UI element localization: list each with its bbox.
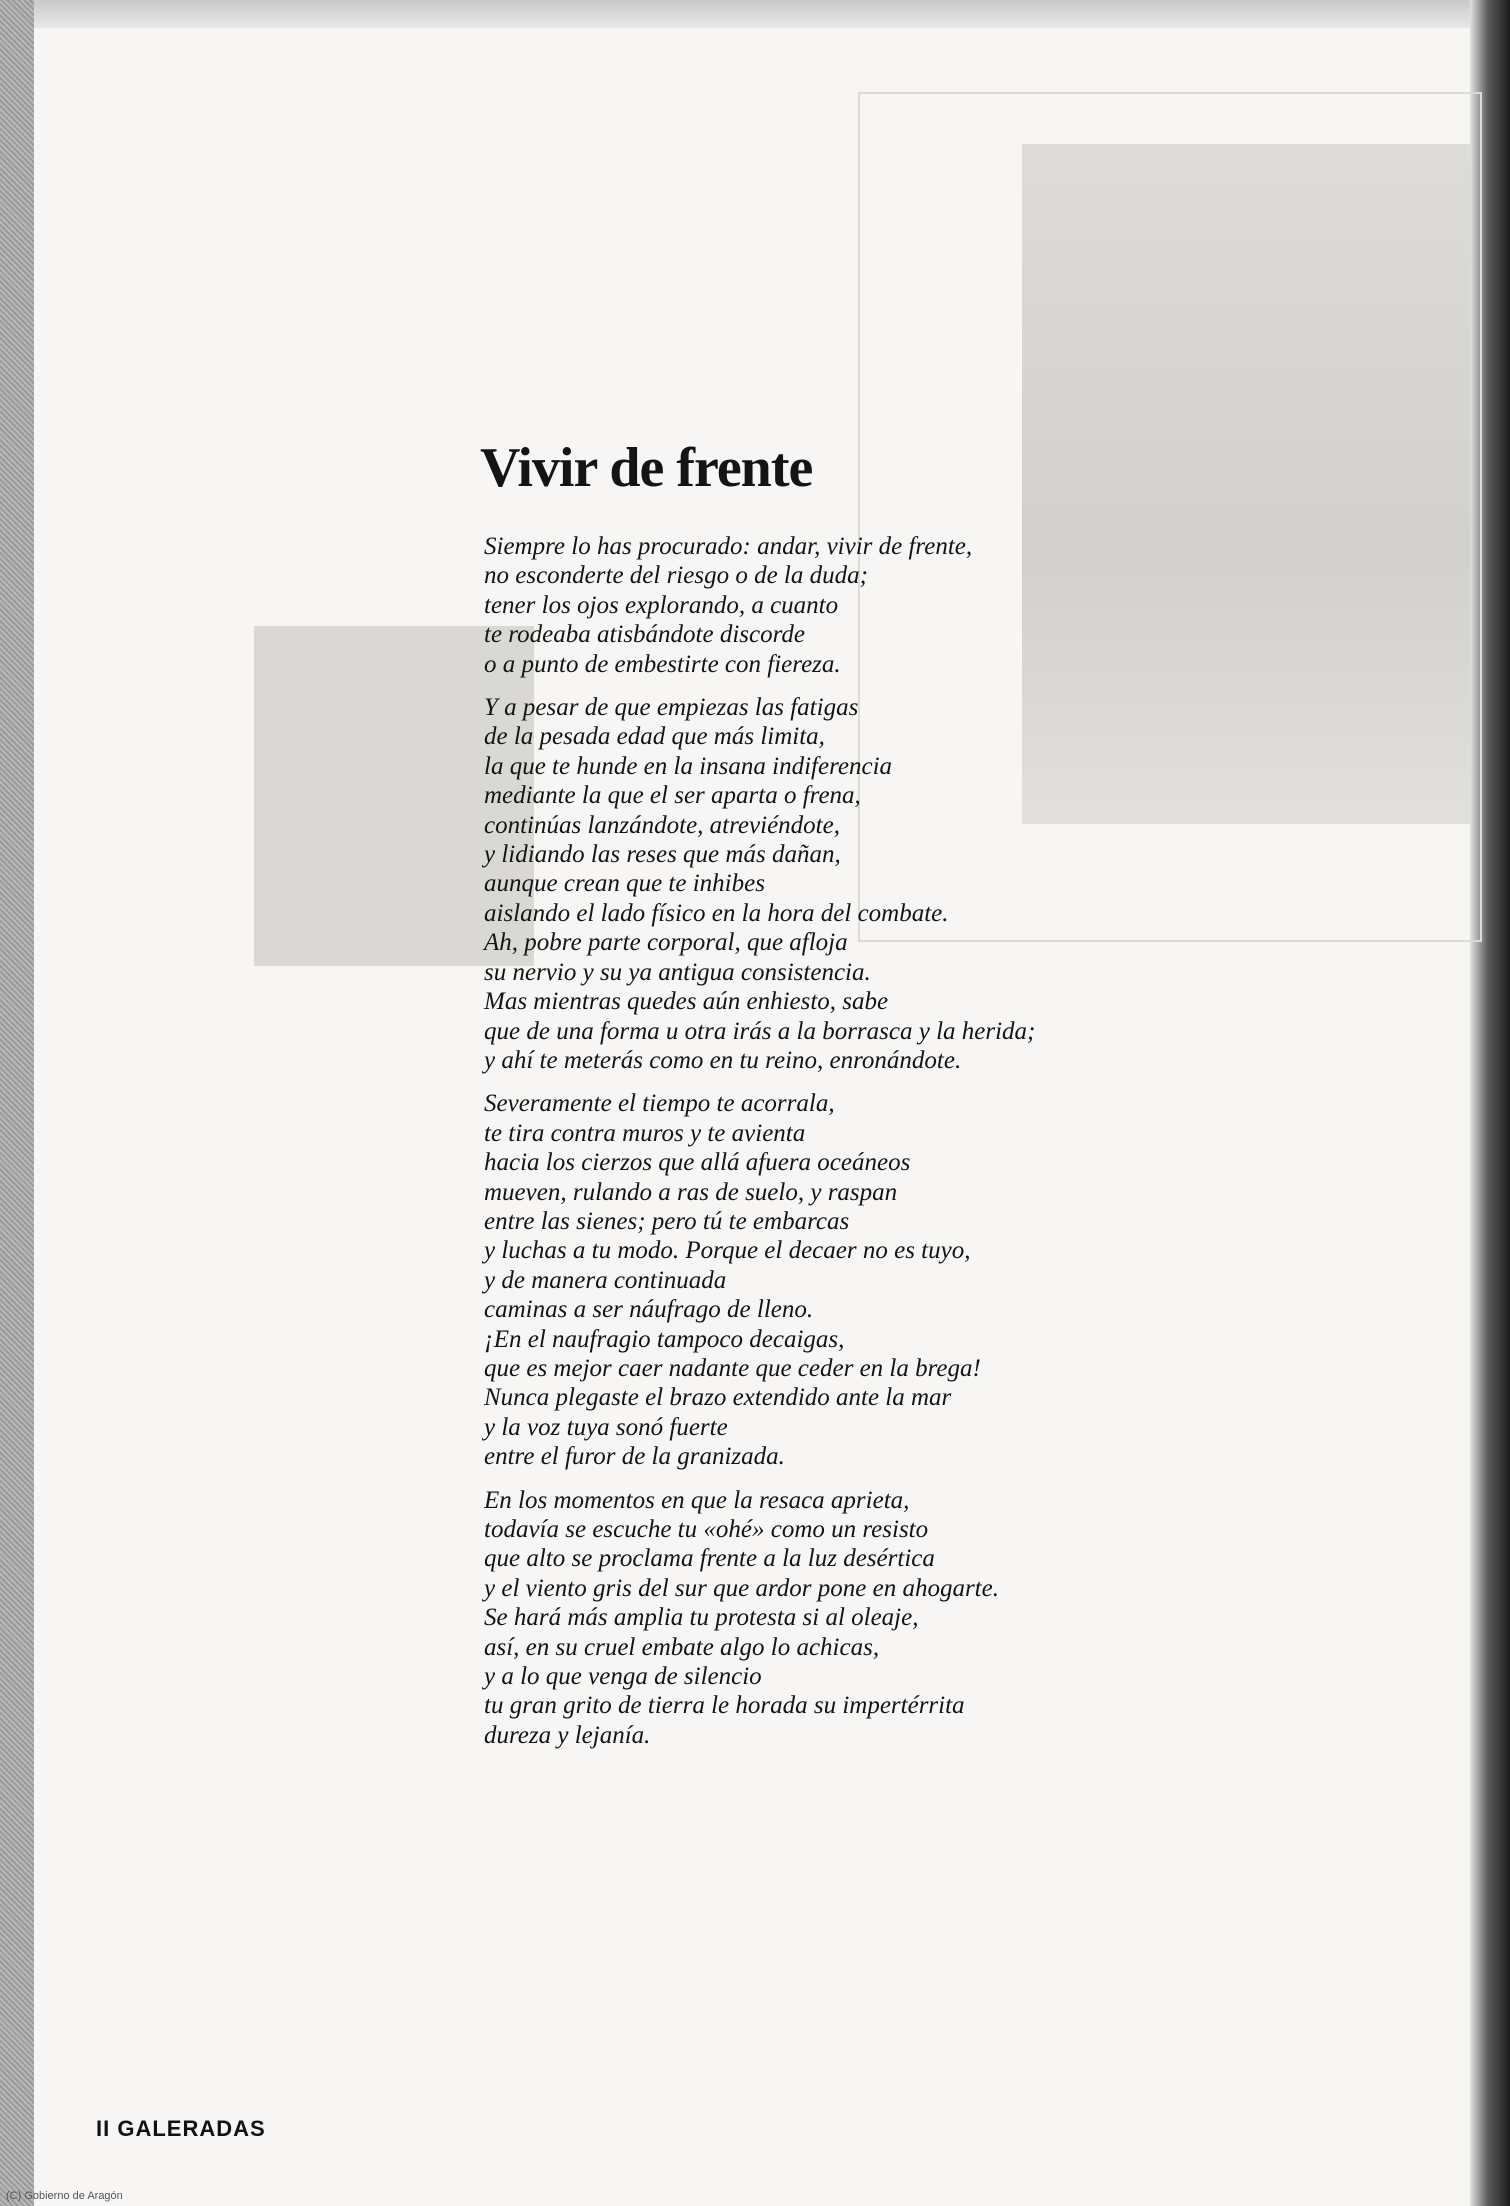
image-credit: (C) Gobierno de Aragón [6,2190,123,2202]
poem-line: que es mejor caer nadante que ceder en la brega! [484,1354,981,1382]
stanza-4 [484,1486,1124,1751]
poem-line: y de manera continuada [484,1266,727,1294]
poem-line: Nunca plegaste el brazo extendido ante la mar [484,1384,952,1412]
poem-line: tu gran grito de tierra le horada su impertérrita [484,1692,965,1720]
poem-line: Se hará más amplia tu protesta si al oleaje, [484,1604,919,1632]
poem-line: y la voz tuya sonó fuerte [484,1413,728,1441]
poem-line: su nervio y su ya antigua consistencia. [484,958,871,986]
poem-line: y a lo que venga de silencio [484,1663,762,1691]
poem-line: todavía se escuche tu «ohé» como un resisto [484,1516,929,1543]
poem-line: Mas mientras quedes aún enhiesto, sabe [484,988,889,1016]
poem-line: entre el furor de la granizada. [484,1443,785,1471]
poem-line: Ah, pobre parte corporal, que afloja [484,929,848,957]
poem-title: Vivir de frente [480,437,813,499]
poem-line: y ahí te meterás como en tu reino, enronándote. [484,1046,962,1074]
poem-line: Siempre lo has procurado: andar, vivir de frente, [484,533,973,560]
poem-line: así, en su cruel embate algo lo achicas, [484,1633,880,1661]
poem-line: la que te hunde en la insana indiferencia [484,752,893,780]
poem-line: aislando el lado físico en la hora del combate. [484,899,949,927]
poem-line: y el viento gris del sur que ardor pone en ahogarte. [484,1574,999,1602]
poem-line: mediante la que el ser aparta o frena, [484,782,861,810]
scan-left-border [0,0,34,2206]
poem-line: que de una forma u otra irás a la borrasca y la herida; [484,1017,1036,1045]
poem-line: de la pesada edad que más limita, [484,723,825,751]
poem-line: no esconderte del riesgo o de la duda; [484,562,868,590]
poem-line: tener los ojos explorando, a cuanto [484,591,839,619]
poem-body [484,532,1124,1764]
stanza-1 [484,532,1124,679]
poem-line: aunque crean que te inhibes [484,870,765,898]
scan-top-edge [0,0,1510,28]
poem-line: y luchas a tu modo. Porque el decaer no es tuyo, [484,1237,971,1265]
poem-line: Y a pesar de que empiezas las fatigas [484,694,859,722]
poem-line: caminas a ser náufrago de lleno. [484,1296,814,1324]
stanza-3 [484,1089,1124,1471]
poem-line: y lidiando las reses que más dañan, [484,841,841,869]
stanza-2 [484,693,1124,1075]
magazine-page [34,28,1470,2206]
poem-line: te rodeaba atisbándote discorde [484,621,806,649]
poem-line: mueven, rulando a ras de suelo, y raspan [484,1178,898,1206]
poem-line: te tira contra muros y te avienta [484,1119,806,1147]
poem-line: En los momentos en que la resaca aprieta, [484,1486,910,1514]
poem-line: entre las sienes; pero tú te embarcas [484,1207,850,1235]
poem-line: hacia los cierzos que allá afuera oceáneos [484,1149,911,1177]
poem-line: ¡En el naufragio tampoco decaigas, [484,1325,845,1353]
poem-line: continúas lanzándote, atreviéndote, [484,811,840,839]
page-footer-label: II GALERADAS [96,2116,266,2141]
poem-line: dureza y lejanía. [484,1721,651,1749]
poem-line: Severamente el tiempo te acorrala, [484,1090,835,1118]
poem-line: o a punto de embestirte con fiereza. [484,650,841,678]
poem-line: que alto se proclama frente a la luz desértica [484,1545,935,1573]
